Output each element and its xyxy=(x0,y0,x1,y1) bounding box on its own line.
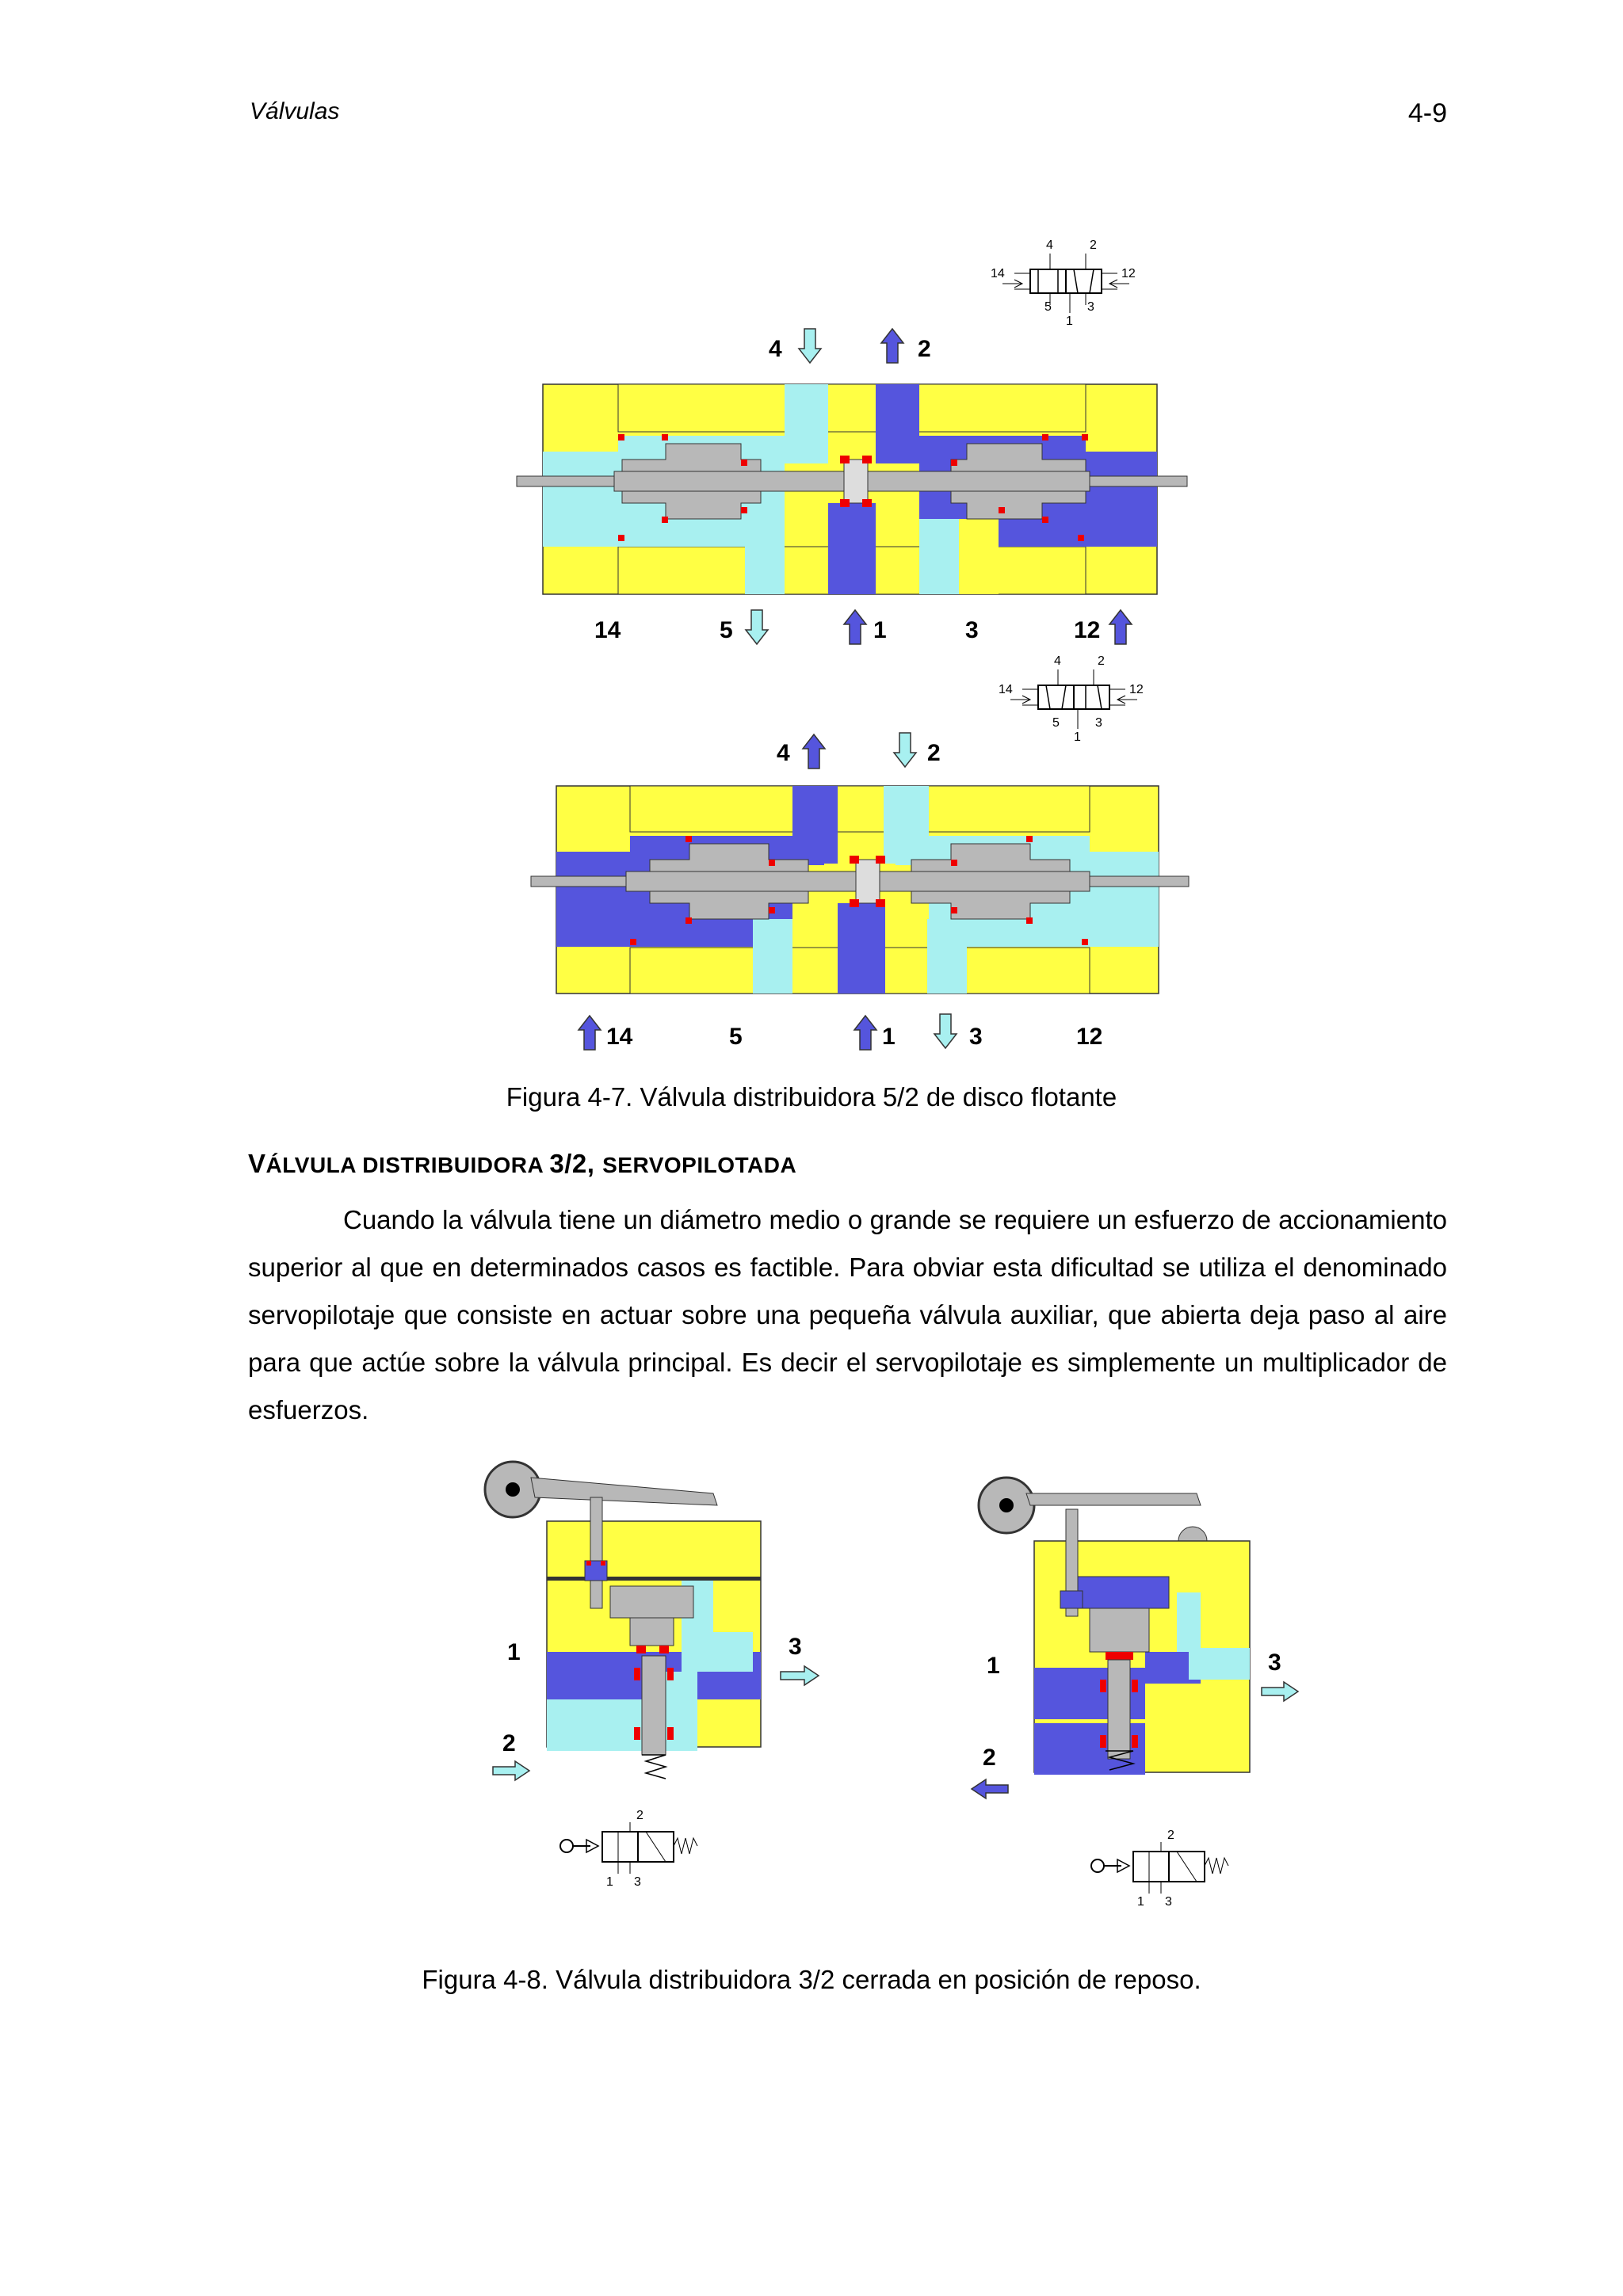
right-sym-port-1: 1 xyxy=(1137,1895,1144,1909)
bottom-label-2: 2 xyxy=(927,740,941,766)
paragraph-text: Cuando la válvula tiene un diámetro medio o grande se requiere un esfuerzo de accionamiento superior al que en determinados casos es factible. Para obviar esta dificultad se utiliza el denominado servopilotaje que consiste en actuar sobre una pequeña válvula auxiliar, que abierta deja paso al aire para que actúe sobre la válvula principal. Es decir el servopilotaje es simplemente un multiplicador de esfuerzos. xyxy=(248,1205,1447,1425)
bottom-valve-body xyxy=(531,786,1189,994)
top-bottom-label-12: 12 xyxy=(1074,617,1101,643)
sym-port-3: 3 xyxy=(1087,300,1094,314)
bottom-bottom-label-1: 1 xyxy=(882,1024,896,1050)
bottom-valve-symbol xyxy=(999,654,1144,744)
sym-port-2: 2 xyxy=(1090,238,1097,252)
top-valve-body xyxy=(517,384,1187,594)
left-valve-symbol xyxy=(560,1809,697,1889)
body-paragraph xyxy=(248,1196,1447,1434)
left-label-2: 2 xyxy=(502,1730,516,1756)
right-sym-port-3: 3 xyxy=(1165,1895,1172,1909)
sym2-port-1: 1 xyxy=(1074,730,1081,744)
sym-port-1: 1 xyxy=(1066,315,1073,328)
bottom-label-4: 4 xyxy=(777,740,790,766)
sym2-port-12: 12 xyxy=(1129,683,1144,696)
bottom-bottom-label-5: 5 xyxy=(729,1024,743,1050)
right-label-3: 3 xyxy=(1268,1650,1281,1676)
left-sym-port-2: 2 xyxy=(636,1809,643,1822)
figure-4-8 xyxy=(483,1450,1323,1941)
sym-port-5: 5 xyxy=(1044,300,1052,314)
left-sym-port-1: 1 xyxy=(606,1875,613,1889)
left-label-3: 3 xyxy=(789,1634,802,1660)
top-bottom-label-3: 3 xyxy=(965,617,979,643)
right-valve-symbol xyxy=(1091,1829,1228,1909)
sym-port-12: 12 xyxy=(1121,267,1136,280)
left-label-1: 1 xyxy=(507,1639,521,1665)
section-heading-part2: 3/2, xyxy=(549,1149,603,1178)
top-bottom-label-5: 5 xyxy=(720,617,733,643)
top-bottom-label-14: 14 xyxy=(594,617,621,643)
right-servo-valve xyxy=(979,1478,1250,1775)
page-number: 4-9 xyxy=(1407,98,1447,128)
right-sym-port-2: 2 xyxy=(1167,1829,1174,1842)
sym2-port-14: 14 xyxy=(999,683,1013,696)
sym-port-4: 4 xyxy=(1046,238,1053,252)
bottom-bottom-label-3: 3 xyxy=(969,1024,983,1050)
running-header-title: Válvulas xyxy=(250,98,340,124)
top-bottom-label-1: 1 xyxy=(873,617,887,643)
section-heading-prefix: V xyxy=(248,1149,266,1178)
bottom-bottom-label-12: 12 xyxy=(1076,1024,1103,1050)
figure-4-7-caption: Figura 4-7. Válvula distribuidora 5/2 de disco flotante xyxy=(506,1082,1117,1112)
right-label-2: 2 xyxy=(983,1745,996,1771)
sym2-port-5: 5 xyxy=(1052,716,1060,730)
section-heading-part3: SERVOPILOTADA xyxy=(602,1153,797,1177)
bottom-bottom-label-14: 14 xyxy=(606,1024,633,1050)
sym2-port-4: 4 xyxy=(1054,654,1061,668)
left-sym-port-3: 3 xyxy=(634,1875,641,1889)
figure-4-7 xyxy=(507,222,1205,1077)
top-valve-symbol xyxy=(991,238,1136,328)
left-servo-valve xyxy=(485,1462,761,1779)
section-heading-part1: ÁLVULA DISTRIBUIDORA xyxy=(265,1153,550,1177)
sym2-port-3: 3 xyxy=(1095,716,1102,730)
figure-4-8-caption: Figura 4-8. Válvula distribuidora 3/2 cerrada en posición de reposo. xyxy=(422,1965,1201,1994)
top-label-2: 2 xyxy=(918,336,931,362)
sym2-port-2: 2 xyxy=(1098,654,1105,668)
section-heading xyxy=(248,1149,796,1179)
top-label-4: 4 xyxy=(769,336,782,362)
right-label-1: 1 xyxy=(987,1653,1000,1679)
sym-port-14: 14 xyxy=(991,267,1005,280)
